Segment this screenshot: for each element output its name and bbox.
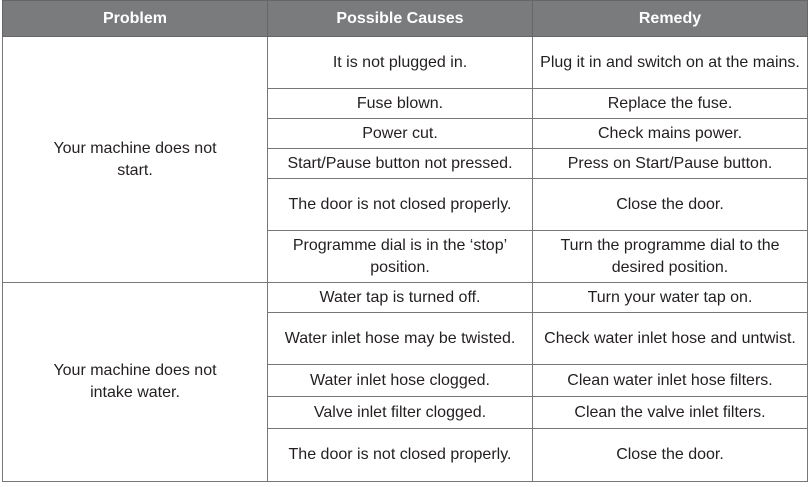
table-row xyxy=(3,283,808,313)
cause-cell: Water inlet hose may be twisted. xyxy=(268,313,533,365)
remedy-cell: Plug it in and switch on at the mains. xyxy=(533,37,808,89)
problem-cell: Your machine does not start. xyxy=(3,37,268,283)
remedy-cell: Clean the valve inlet filters. xyxy=(533,397,808,429)
remedy-cell: Replace the fuse. xyxy=(533,89,808,119)
cause-cell: Fuse blown. xyxy=(268,89,533,119)
remedy-cell: Press on Start/Pause button. xyxy=(533,149,808,179)
troubleshooting-table xyxy=(2,0,808,482)
cause-cell: It is not plugged in. xyxy=(268,37,533,89)
cause-cell: Water tap is turned off. xyxy=(268,283,533,313)
problem-cell: Your machine does not intake water. xyxy=(3,283,268,482)
cause-cell: Water inlet hose clogged. xyxy=(268,365,533,397)
cause-cell: Start/Pause button not pressed. xyxy=(268,149,533,179)
remedy-cell: Turn the programme dial to the desired position. xyxy=(533,231,808,283)
header-possible-causes: Possible Causes xyxy=(268,1,533,37)
header-row xyxy=(3,1,808,37)
cause-cell: Programme dial is in the ‘stop’ position. xyxy=(268,231,533,283)
header-remedy: Remedy xyxy=(533,1,808,37)
remedy-cell: Check mains power. xyxy=(533,119,808,149)
header-problem: Problem xyxy=(3,1,268,37)
remedy-cell: Clean water inlet hose filters. xyxy=(533,365,808,397)
cause-cell: Power cut. xyxy=(268,119,533,149)
cause-cell: Valve inlet filter clogged. xyxy=(268,397,533,429)
table-row xyxy=(3,37,808,89)
cause-cell: The door is not closed properly. xyxy=(268,429,533,482)
remedy-cell: Check water inlet hose and untwist. xyxy=(533,313,808,365)
remedy-cell: Close the door. xyxy=(533,429,808,482)
remedy-cell: Turn your water tap on. xyxy=(533,283,808,313)
cause-cell: The door is not closed properly. xyxy=(268,179,533,231)
remedy-cell: Close the door. xyxy=(533,179,808,231)
